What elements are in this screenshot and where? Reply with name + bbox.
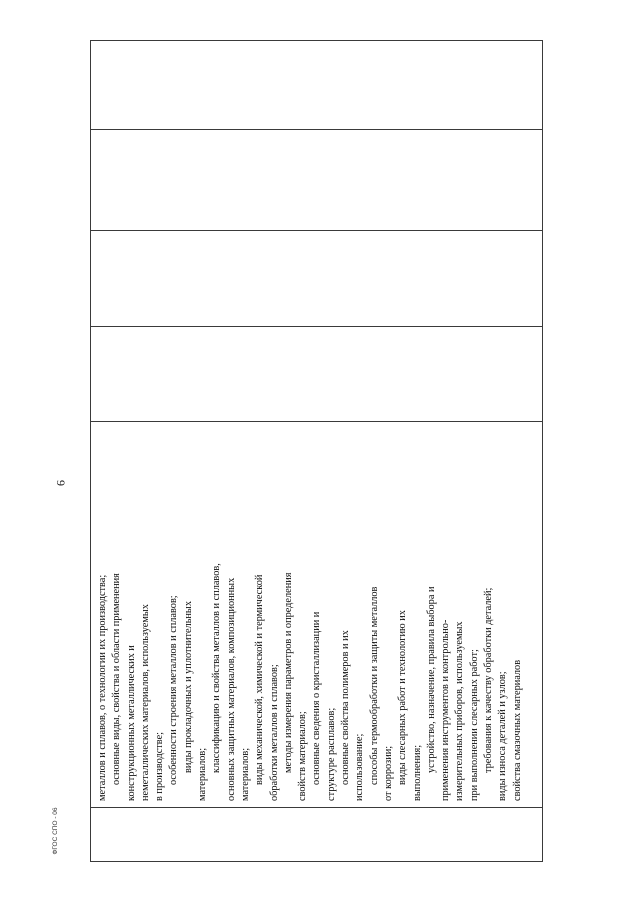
description-line: измерительных приборов, используемых	[454, 621, 466, 801]
description-line: основные свойства полимеров и их	[340, 630, 352, 785]
description-line: материалов;	[197, 747, 209, 801]
table-column-code	[91, 808, 542, 861]
description-line: от коррозии;	[382, 745, 394, 801]
description-line: особенности строения металлов и сплавов;	[168, 595, 180, 785]
curriculum-table	[90, 40, 543, 862]
description-line: основные виды, свойства и области применения	[111, 573, 123, 785]
table-column-description	[91, 422, 542, 808]
description-line: использование;	[354, 733, 366, 801]
description-line: материалов;	[239, 747, 251, 801]
description-line: в производстве;	[154, 731, 166, 801]
description-line: методы измерения параметров и определения	[282, 572, 294, 773]
description-line: при выполнении слесарных работ;	[468, 649, 480, 801]
description-text	[91, 422, 525, 807]
table-column-5	[91, 130, 542, 231]
description-line: виды слесарных работ и технологию их	[397, 610, 409, 785]
description-line: устройство, назначение, правила выбора и	[425, 586, 437, 773]
description-line: применения инструментов и контрольно-	[440, 619, 452, 801]
description-line: требования к качеству обработки деталей;	[483, 587, 495, 773]
table-column-3	[91, 327, 542, 422]
description-line: свойств материалов;	[297, 711, 309, 801]
description-line: неметаллических материалов, используемых	[139, 604, 151, 801]
description-line: свойства смазочных материалов	[511, 659, 523, 801]
description-line: основные сведения о кристаллизации и	[311, 611, 323, 785]
description-line: виды износа деталей и узлов;	[497, 671, 509, 801]
description-line: структуре расплавов;	[325, 707, 337, 801]
page-number: 9	[54, 480, 68, 486]
description-line: металлов и сплавов, о технологии их производства;	[97, 574, 108, 801]
description-line: конструкционных металлических и	[125, 645, 137, 801]
description-line: виды механической, химической и термической	[254, 574, 266, 785]
table-column-6	[91, 39, 542, 130]
description-line: способы термообработки и защиты металлов	[368, 586, 380, 785]
description-line: выполнения;	[411, 744, 423, 801]
footer-standard-code: ФГОС СПО - 06	[52, 807, 59, 855]
table-column-4	[91, 231, 542, 327]
description-line: классификацию и свойства металлов и сплавов,	[211, 563, 223, 773]
rotated-table-block	[90, 40, 543, 862]
description-line: обработки металлов и сплавов;	[268, 664, 280, 801]
description-line: основных защитных материалов, композиционных	[225, 577, 237, 801]
description-line: виды прокладочных и уплотнительных	[182, 601, 194, 773]
